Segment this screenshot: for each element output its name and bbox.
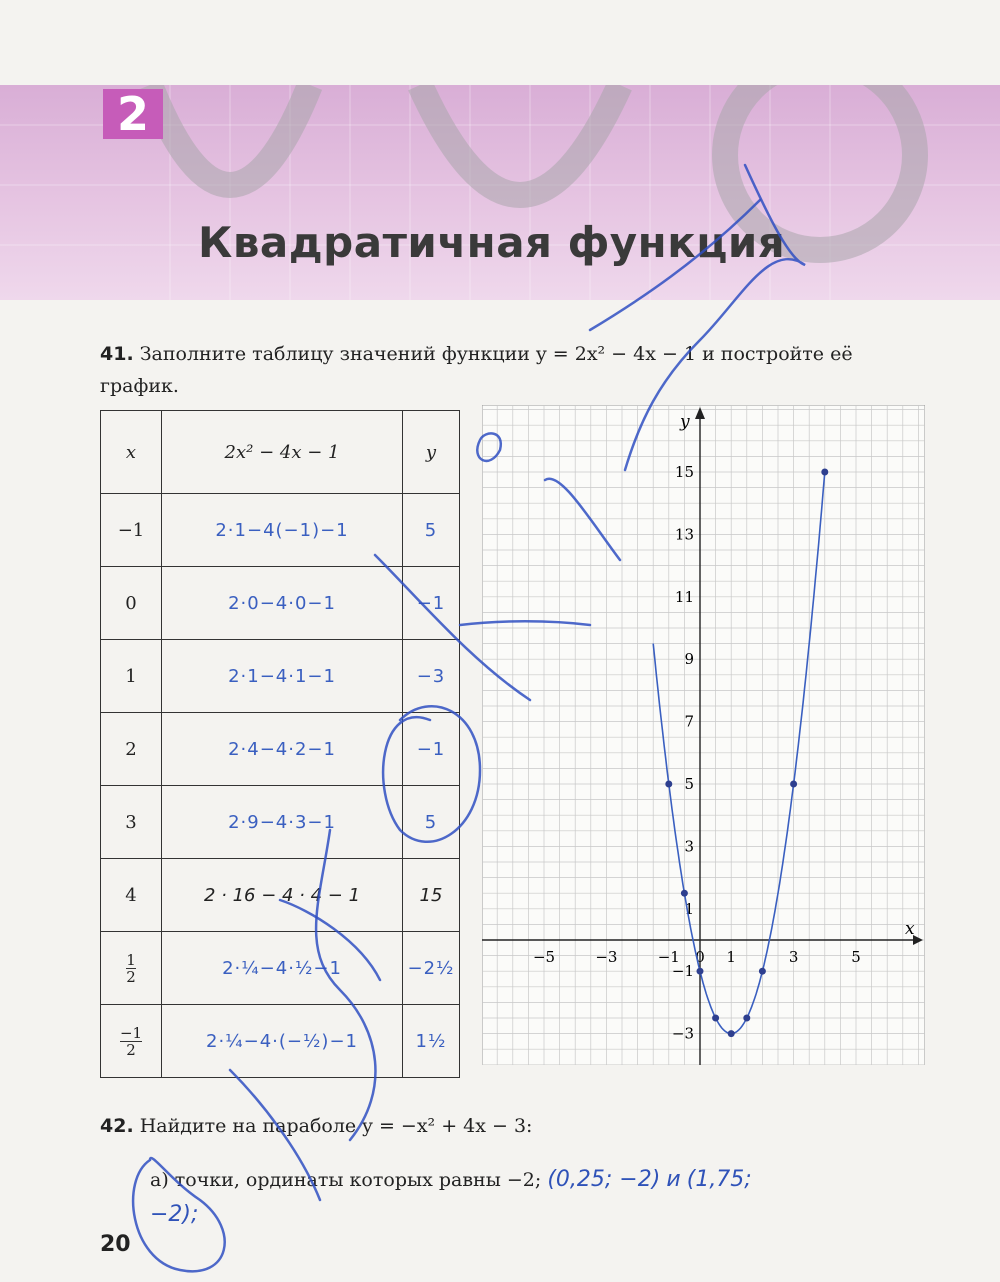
cell-x: 2: [101, 713, 162, 786]
x-tick-label: 1: [726, 948, 736, 966]
answer-point-2[interactable]: (1,75;: [686, 1167, 752, 1192]
fraction-denominator: 2: [120, 1041, 142, 1058]
cell-x: 4: [101, 859, 162, 932]
x-tick-label: −3: [595, 948, 618, 966]
answer-point-1[interactable]: (0,25; −2): [547, 1167, 661, 1192]
cell-expression[interactable]: 2·1−4·1−1: [162, 640, 403, 713]
data-point: [697, 968, 704, 975]
data-point: [759, 968, 766, 975]
y-tick-label: 1: [684, 899, 694, 918]
cell-expression[interactable]: 2·1−4(−1)−1: [162, 494, 403, 567]
x-axis-label: x: [905, 919, 915, 939]
data-point: [681, 890, 688, 897]
y-tick-label: 5: [684, 775, 694, 793]
cell-expression: 2 · 16 − 4 · 4 − 1: [162, 859, 403, 932]
header-y: y: [403, 411, 460, 494]
task-41: [100, 338, 930, 402]
task-42-heading: [100, 1115, 940, 1149]
cell-expression[interactable]: 2·¼−4·(−½)−1: [162, 1005, 403, 1078]
task-number: 41.: [100, 343, 134, 365]
subtask-label: а): [150, 1169, 169, 1191]
cell-x: 3: [101, 786, 162, 859]
cell-y: 15: [403, 859, 460, 932]
answer-point-2-continuation[interactable]: −2);: [150, 1202, 199, 1227]
fraction: [120, 1025, 142, 1058]
fraction-denominator: 2: [126, 967, 136, 986]
subtask-a: [150, 1167, 950, 1227]
y-tick-label: 3: [684, 837, 694, 856]
y-tick-label: 7: [684, 712, 694, 731]
cell-expression[interactable]: 2·4−4·2−1: [162, 713, 403, 786]
y-tick-label: 11: [674, 587, 694, 606]
table-row: [101, 859, 460, 932]
cell-y[interactable]: 5: [403, 494, 460, 567]
y-tick-label: 15: [674, 463, 694, 481]
task-number: 42.: [100, 1115, 134, 1137]
fraction: [126, 952, 136, 985]
data-point: [728, 1030, 735, 1037]
header-expression: 2x² − 4x − 1: [162, 411, 403, 494]
y-tick-label: 13: [674, 525, 694, 544]
table-row: [101, 567, 460, 640]
table-row: [101, 1005, 460, 1078]
y-tick-label: −3: [671, 1024, 694, 1043]
chapter-title: Квадратичная функция: [198, 218, 786, 267]
cell-y[interactable]: −1: [403, 567, 460, 640]
task-text: Заполните таблицу значений функции y = 2x² − 4x − 1 и постройте её график.: [100, 343, 853, 397]
cell-y[interactable]: 1½: [403, 1005, 460, 1078]
chapter-number: 2: [103, 89, 163, 139]
cell-x: [101, 1005, 162, 1078]
y-tick-label: 9: [684, 650, 694, 669]
cell-y[interactable]: −3: [403, 640, 460, 713]
cell-expression[interactable]: 2·¼−4·½−1: [162, 932, 403, 1005]
data-point: [665, 781, 672, 788]
cell-expression[interactable]: 2·9−4·3−1: [162, 786, 403, 859]
x-tick-label: −5: [532, 948, 556, 966]
table-row: [101, 713, 460, 786]
x-tick-label: 5: [851, 948, 861, 966]
data-point: [790, 781, 797, 788]
data-point: [712, 1015, 719, 1022]
values-table: [100, 410, 460, 1078]
cell-x: 1: [101, 640, 162, 713]
fraction-numerator: −1: [119, 1023, 143, 1042]
x-tick-label: 3: [788, 948, 799, 966]
data-point: [743, 1015, 750, 1022]
cell-x: [101, 932, 162, 1005]
x-tick-label: −1: [657, 948, 680, 966]
cell-x: 0: [101, 567, 162, 640]
data-point: [821, 469, 828, 476]
parabola-graph: [482, 405, 925, 1065]
cell-y[interactable]: −2½: [403, 932, 460, 1005]
cell-y[interactable]: −1: [403, 713, 460, 786]
x-tick-label: 0: [695, 948, 705, 966]
table-header-row: [101, 411, 460, 494]
task-text: Найдите на параболе y = −x² + 4x − 3:: [139, 1115, 533, 1137]
cell-expression[interactable]: 2·0−4·0−1: [162, 567, 403, 640]
cell-x: −1: [101, 494, 162, 567]
header-x: x: [101, 411, 162, 494]
fraction-numerator: 1: [126, 950, 136, 969]
table-row: [101, 640, 460, 713]
answer-join: и: [666, 1167, 681, 1192]
table-row: [101, 932, 460, 1005]
cell-y[interactable]: 5: [403, 786, 460, 859]
task-42: [100, 1115, 940, 1227]
table-row: [101, 786, 460, 859]
y-axis-label: y: [680, 412, 690, 432]
subtask-text: точки, ординаты которых равны −2;: [174, 1169, 542, 1191]
table-row: [101, 494, 460, 567]
y-tick-label: −1: [671, 962, 694, 981]
page-number: 20: [100, 1232, 131, 1257]
